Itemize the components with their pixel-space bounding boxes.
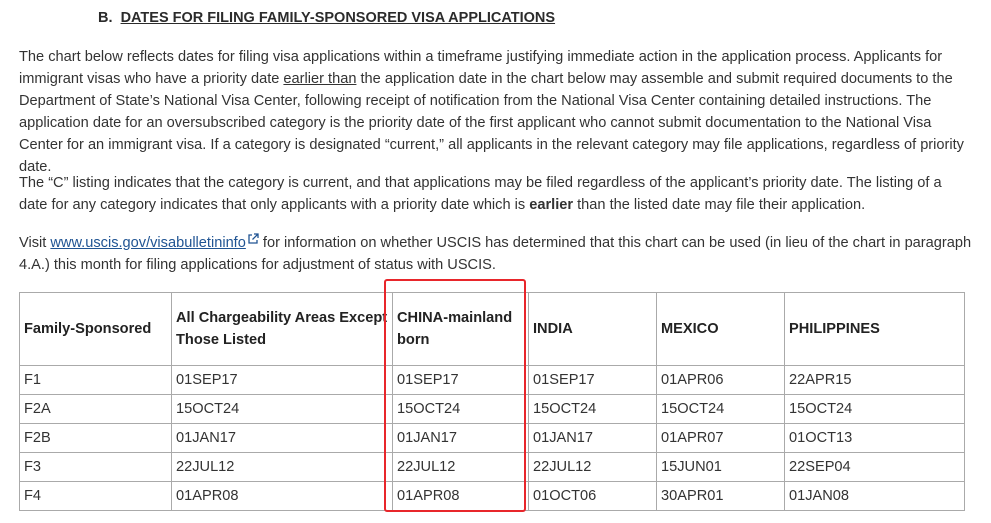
paragraph1-text-a: The chart below reflects dates for filing visa applications within a timeframe justifying immediate action in the application process. Applicants for immigrant visas who have a priority date bbox=[19, 49, 943, 87]
uscis-visa-bulletin-link[interactable]: www.uscis.gov/visabulletininfo bbox=[50, 235, 246, 251]
cell-india: 15OCT24 bbox=[529, 395, 657, 424]
section-title: DATES FOR FILING FAMILY-SPONSORED VISA APPLICATIONS bbox=[120, 10, 556, 26]
header-family-sponsored: Family-Sponsored bbox=[20, 293, 172, 366]
cell-india: 01OCT06 bbox=[529, 482, 657, 511]
cell-china: 01SEP17 bbox=[393, 366, 529, 395]
cell-category: F3 bbox=[20, 453, 172, 482]
table-row bbox=[20, 366, 965, 395]
cell-india: 22JUL12 bbox=[529, 453, 657, 482]
header-philippines: PHILIPPINES bbox=[785, 293, 965, 366]
section-heading bbox=[98, 10, 555, 26]
cell-china: 22JUL12 bbox=[393, 453, 529, 482]
cell-all: 01APR08 bbox=[172, 482, 393, 511]
cell-china: 01JAN17 bbox=[393, 424, 529, 453]
cell-category: F2A bbox=[20, 395, 172, 424]
table-row bbox=[20, 482, 965, 511]
header-all-chargeability: All Chargeability Areas Except Those Listed bbox=[172, 293, 393, 366]
paragraph-uscis-info bbox=[19, 232, 974, 276]
cell-mexico: 15JUN01 bbox=[657, 453, 785, 482]
header-mexico: MEXICO bbox=[657, 293, 785, 366]
cell-philippines: 22APR15 bbox=[785, 366, 965, 395]
cell-india: 01SEP17 bbox=[529, 366, 657, 395]
cell-mexico: 01APR07 bbox=[657, 424, 785, 453]
paragraph3-suffix: for information on whether USCIS has determined that this chart can be used (in lieu of the chart in paragraph 4.A.) this month for filing applications for adjustment of status with USCIS. bbox=[19, 235, 972, 273]
paragraph1-emphasis: earlier than bbox=[283, 71, 357, 87]
paragraph-dates-for-filing bbox=[19, 46, 974, 178]
paragraph2-text-a: The “C” listing indicates that the category is current, and that applications may be filed regardless of the applicant’s priority date. The listing of a date for any category indicates that only applicants with a priority date which is bbox=[19, 175, 942, 213]
cell-philippines: 22SEP04 bbox=[785, 453, 965, 482]
paragraph2-emphasis: earlier bbox=[529, 197, 574, 213]
table-row bbox=[20, 395, 965, 424]
cell-philippines: 01JAN08 bbox=[785, 482, 965, 511]
cell-philippines: 15OCT24 bbox=[785, 395, 965, 424]
cell-category: F1 bbox=[20, 366, 172, 395]
cell-all: 01SEP17 bbox=[172, 366, 393, 395]
table-header-row bbox=[20, 293, 965, 366]
cell-all: 01JAN17 bbox=[172, 424, 393, 453]
external-link-icon[interactable] bbox=[247, 233, 259, 245]
paragraph-current-listing bbox=[19, 172, 974, 216]
cell-mexico: 01APR06 bbox=[657, 366, 785, 395]
cell-category: F4 bbox=[20, 482, 172, 511]
table-row bbox=[20, 424, 965, 453]
cell-mexico: 30APR01 bbox=[657, 482, 785, 511]
cell-philippines: 01OCT13 bbox=[785, 424, 965, 453]
cell-all: 15OCT24 bbox=[172, 395, 393, 424]
paragraph3-prefix: Visit bbox=[19, 235, 51, 251]
cell-india: 01JAN17 bbox=[529, 424, 657, 453]
cell-mexico: 15OCT24 bbox=[657, 395, 785, 424]
section-letter: B. bbox=[98, 10, 113, 26]
cell-china: 01APR08 bbox=[393, 482, 529, 511]
cell-all: 22JUL12 bbox=[172, 453, 393, 482]
cell-category: F2B bbox=[20, 424, 172, 453]
header-china: CHINA-mainland born bbox=[393, 293, 529, 366]
paragraph2-text-b: than the listed date may file their application. bbox=[573, 197, 866, 213]
family-sponsored-dates-table bbox=[19, 292, 965, 511]
paragraph1-text-b: the application date in the chart below may assemble and submit required documents to the Department of State’s National Visa Center, following receipt of notification from the National Visa Center containing detailed instructions. The application date for an oversubscribed category is the priority date of the first applicant who cannot submit documentation to the National Visa Center for an immigrant visa. If a category is designated “current,” all applicants in the relevant category may file applications, regardless of priority date. bbox=[19, 71, 964, 175]
cell-china: 15OCT24 bbox=[393, 395, 529, 424]
table-row bbox=[20, 453, 965, 482]
header-india: INDIA bbox=[529, 293, 657, 366]
